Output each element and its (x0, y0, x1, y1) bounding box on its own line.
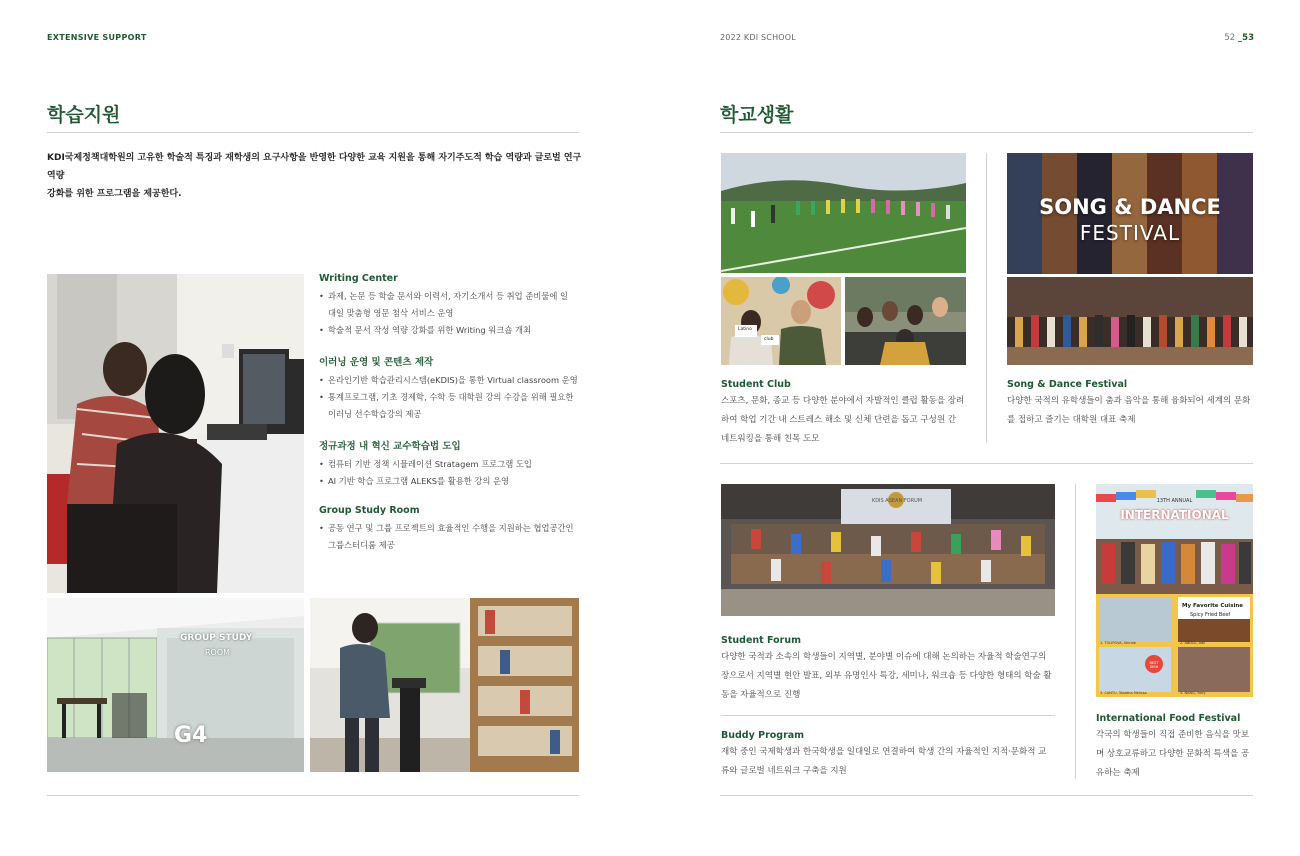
group-study-bullets (319, 520, 584, 554)
forum-buddy-rule (721, 715, 1055, 716)
desc-line: 유하는 축제 (1096, 768, 1140, 778)
study-room-number: G4 (174, 723, 208, 748)
student-forum-desc (721, 648, 1066, 705)
bullet-line: 과제, 논문 등 학술 문서와 이력서, 자기소개서 등 취업 준비물에 일 (328, 291, 569, 301)
poster-card-title: My Favorite Cuisine (1182, 603, 1243, 609)
bullet-line: 이러닝 선수학습강의 제공 (328, 409, 422, 419)
page-title-right: 학교생활 (720, 104, 794, 126)
intro-line: KDI국제정책대학원의 고유한 학술적 특징과 재학생의 요구사항을 반영한 다양한 교육 지원을 통해 자기주도적 학습 역량과 글로벌 연구 역량 (47, 153, 582, 181)
section-title-writing-center: Writing Center (319, 273, 398, 284)
intro-text (47, 149, 587, 203)
poster-banner: 13TH ANNUAL (1156, 498, 1193, 504)
club-group-illustration (845, 277, 966, 365)
section-title-innovation: 정규과정 내 혁신 교수학습법 도입 (319, 441, 461, 452)
desc-line: 네트워킹을 통해 친목 도모 (721, 434, 820, 444)
song-dance-poster (1007, 153, 1253, 274)
desc-line: 를 접하고 즐기는 대학원 대표 축제 (1007, 415, 1136, 425)
food-festival-block (1096, 713, 1261, 783)
intro-line: 강화를 위한 프로그램을 제공한다. (47, 189, 182, 199)
desc-line: 장으로서 지역별 현안 발표, 외부 유명인사 특강, 세미나, 워크숍 등 다양한 형태의 학술 활 (721, 671, 1052, 681)
latino-club-illustration (721, 277, 841, 365)
buddy-program-desc (721, 743, 1066, 781)
desc-line: 다양한 국적의 유학생들이 춤과 음악을 통해 융화되어 세계의 문화 (1007, 396, 1251, 406)
poster-word: INTERNATIONAL (1120, 508, 1229, 522)
desc-line: 각국의 학생들이 직접 준비한 음식을 맛보 (1096, 730, 1250, 740)
page-number-right: 53 (1242, 33, 1254, 43)
group-study-room-photo (47, 598, 304, 772)
bullet-line: 학술적 문서 작성 역량 강화를 위한 Writing 워크숍 개최 (328, 325, 532, 335)
stage-performance-photo (1007, 277, 1253, 365)
photo-sign: club (764, 337, 774, 342)
study-room-sign: GROUP STUDY (180, 633, 253, 643)
section-title-group-study: Group Study Room (319, 505, 420, 516)
song-dance-block (1007, 379, 1257, 430)
footer-rule-right (720, 795, 1253, 796)
latino-club-photo (721, 277, 841, 365)
food-festival-poster (1096, 484, 1253, 697)
desc-line: 재학 중인 국제학생과 한국학생을 일대일로 연결하여 학생 간의 자율적인 지적·문화적 교 (721, 747, 1047, 757)
title-rule-left (47, 132, 579, 133)
kiosk-library-illustration (310, 598, 579, 772)
study-room-sign-2: ROOM (205, 648, 231, 657)
photo-sign: Latino (738, 327, 752, 332)
writing-center-bullets (319, 288, 584, 339)
bullet-line: 그룹스터디룸 제공 (328, 540, 395, 550)
innovation-bullets (319, 456, 584, 490)
song-dance-desc (1007, 392, 1257, 430)
writing-center-illustration (47, 274, 304, 593)
bullet-line: 공동 연구 및 그룹 프로젝트의 효율적인 수행을 지원하는 협업공간인 (328, 523, 574, 533)
forum-banner: KDIS ASEAN FORUM (871, 498, 923, 504)
poster-label: 4. NANG, Yuriy (1180, 691, 1206, 695)
student-forum-block (721, 635, 1066, 705)
bullet-item (319, 473, 584, 490)
footer-rule-left (47, 795, 579, 796)
publication-label: 2022 KDI SCHOOL (720, 33, 796, 42)
bullet-item (319, 389, 584, 423)
club-group-photo (845, 277, 966, 365)
student-club-desc (721, 392, 976, 449)
festival-overlay-title: SONG & DANCE (1039, 195, 1221, 219)
poster-label: 1. TOLIPOVA, Shirole (1100, 641, 1136, 645)
sports-field-illustration (721, 153, 966, 273)
section-rule-right (720, 463, 1253, 464)
column-divider (986, 153, 987, 443)
festival-overlay-subtitle: FESTIVAL (1079, 221, 1181, 245)
desc-line: 다양한 국적과 소속의 학생들이 지역별, 분야별 이슈에 대해 논의하는 자율적 학술연구의 (721, 652, 1047, 662)
song-dance-title: Song & Dance Festival (1007, 379, 1128, 390)
bullet-item (319, 322, 584, 339)
bullet-item (319, 288, 584, 322)
page-separator: _ (1237, 33, 1243, 43)
bullet-item (319, 520, 584, 554)
student-club-block (721, 379, 976, 449)
support-programs (319, 273, 584, 554)
kiosk-library-photo (310, 598, 579, 772)
poster-label: 3. CANTU, Tabatha Melissa (1100, 691, 1147, 695)
desc-line: 류와 글로벌 네트워크 구축을 지원 (721, 766, 847, 776)
student-club-title: Student Club (721, 379, 791, 390)
desc-line: 하여 학업 기간 내 스트레스 해소 및 신체 단련을 돕고 구성원 간 (721, 415, 956, 425)
stage-performance-illustration (1007, 277, 1253, 365)
poster-label: 2. ABDUL, Adil (1180, 641, 1206, 645)
page-title-left: 학습지원 (47, 104, 121, 126)
food-festival-title: International Food Festival (1096, 713, 1241, 724)
section-title-elearning: 이러닝 운영 및 콘텐츠 제작 (319, 357, 434, 368)
buddy-program-block (721, 730, 1066, 781)
elearning-bullets (319, 372, 584, 423)
page-numbers (1224, 33, 1254, 43)
writing-center-photo (47, 274, 304, 593)
asean-forum-photo (721, 484, 1055, 616)
food-festival-desc (1096, 726, 1261, 783)
bullet-item (319, 372, 584, 389)
buddy-program-title: Buddy Program (721, 730, 805, 741)
title-rule-right (720, 132, 1253, 133)
column-divider-2 (1075, 484, 1076, 779)
bullet-line: 대일 맞춤형 영문 첨삭 서비스 운영 (328, 308, 454, 318)
bullet-item (319, 456, 584, 473)
section-label: EXTENSIVE SUPPORT (47, 33, 147, 42)
bullet-line: 온라인기반 학습관리시스템(eKDIS)을 통한 Virtual classroom 운영 (328, 375, 578, 385)
bullet-line: AI 기반 학습 프로그램 ALEKS를 활용한 강의 운영 (328, 476, 510, 486)
bullet-line: 컴퓨터 기반 정책 시뮬레이션 Stratagem 프로그램 도입 (328, 459, 532, 469)
poster-badge: BEST DISH (1149, 661, 1159, 669)
sports-field-photo (721, 153, 966, 273)
student-forum-title: Student Forum (721, 635, 801, 646)
desc-line: 동을 자율적으로 진행 (721, 690, 801, 700)
desc-line: 스포츠, 문화, 종교 등 다양한 분야에서 자발적인 클럽 활동을 장려 (721, 396, 965, 406)
desc-line: 며 상호교류하고 다양한 문화적 특색을 공 (1096, 749, 1250, 759)
poster-card-subtitle: Spicy Fried Beef (1190, 612, 1231, 618)
page-number-left: 52 (1224, 33, 1236, 43)
bullet-line: 통계프로그램, 기초 경제학, 수학 등 대학원 강의 수강을 위해 필요한 (328, 392, 574, 402)
